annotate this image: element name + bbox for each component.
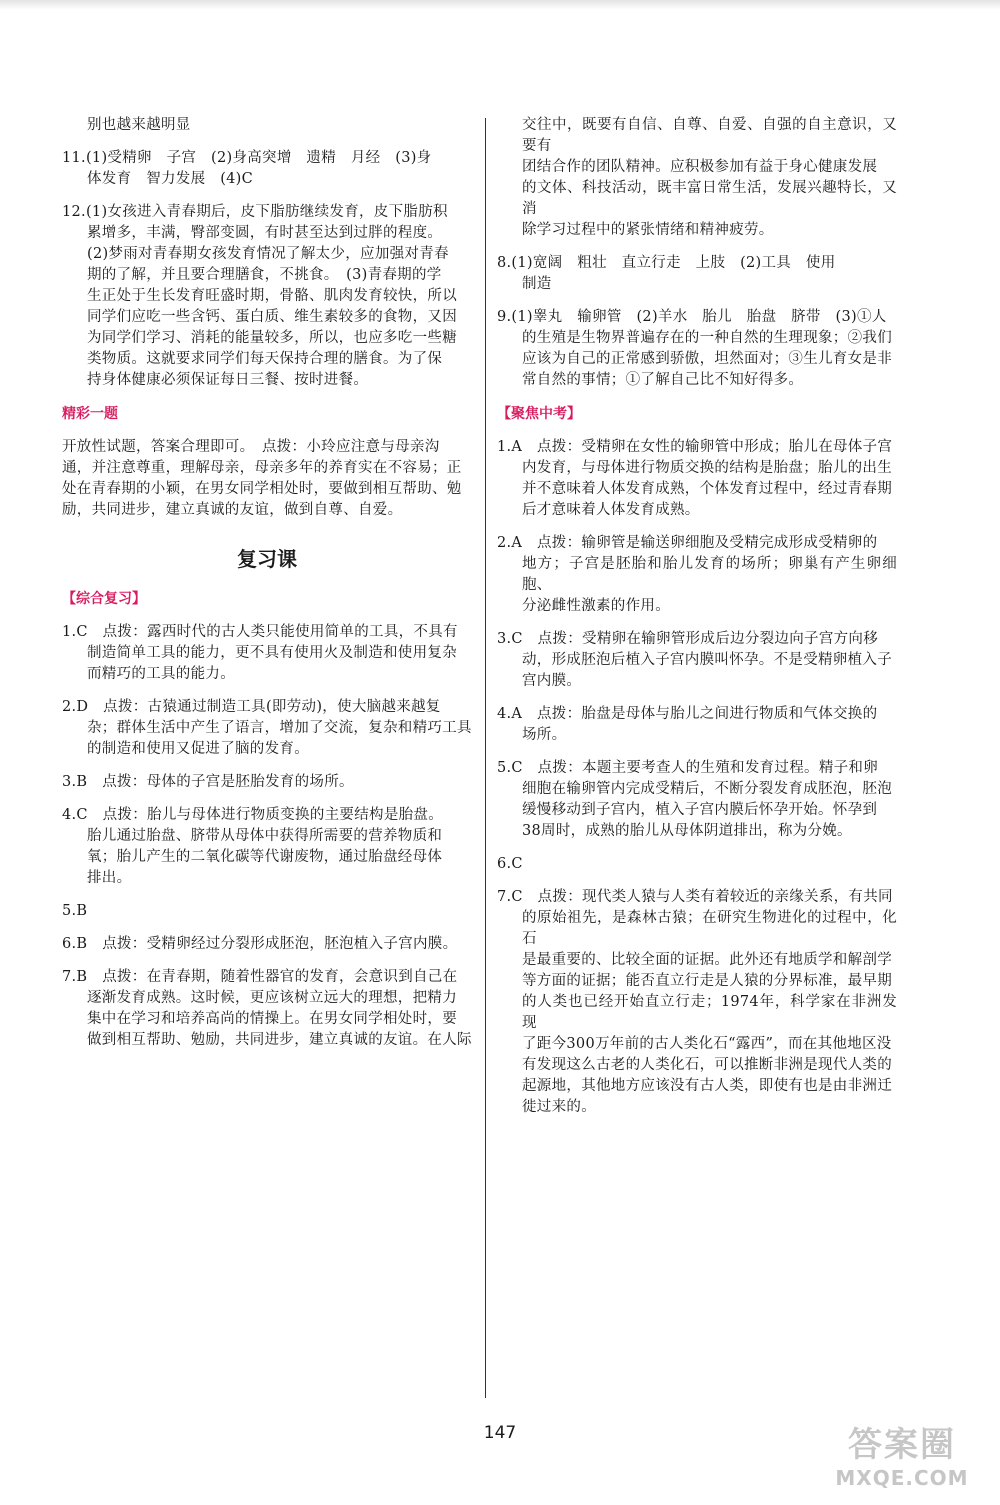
page-number: 147 [483, 1423, 517, 1443]
answer-line: 有发现这么古老的人类化石，可以推断非洲是现代人类的 [522, 1057, 892, 1073]
right-column [497, 115, 897, 1130]
jingcai-line: 处在青春期的小颖，在男女同学相处时，要做到相互帮助、勉 [62, 481, 462, 497]
jingcai-line: 开放性试题，答案合理即可。 点拨：小玲应注意与母亲沟 [62, 439, 440, 455]
answer-r2 [62, 697, 472, 760]
answer-f3 [497, 629, 897, 692]
answer-line: 体发育 智力发展 (4)C [87, 171, 254, 187]
answer-f1 [497, 437, 897, 521]
answer-r4 [62, 805, 472, 889]
answer-line: 而精巧的工具的能力。 [87, 666, 235, 682]
answer-line: 5.B [62, 903, 88, 919]
answer-line: 地方；子宫是胚胎和胎儿发育的场所；卵巢有产生卵细胞、 [522, 556, 897, 593]
section-heading-jingcai: 精彩一题 [62, 406, 118, 422]
answer-line: 细胞在输卵管内完成受精后，不断分裂发育成胚泡，胚泡 [522, 781, 892, 797]
answer-line: 8.(1)宽阔 粗壮 直立行走 上肢 (2)工具 使用 [497, 255, 836, 271]
section-heading-review: 【综合复习】 [62, 591, 146, 607]
right-items [497, 115, 897, 391]
answer-q8 [497, 253, 897, 295]
answer-line: 7.C 点拨：现代类人猿与人类有着较近的亲缘关系，有共同 [497, 889, 893, 905]
answer-line: 累增多，丰满，臀部变圆，有时甚至达到过胖的程度。 [87, 225, 443, 241]
answer-line: 交往中，既要有自信、自尊、自爱、自强的自主意识，又要有 [522, 117, 897, 154]
answer-line: 11.(1)受精卵 子宫 (2)身高突增 遗精 月经 (3)身 [62, 150, 432, 166]
answer-line: 3.B 点拨：母体的子宫是胚胎发育的场所。 [62, 774, 354, 790]
column-divider [485, 118, 486, 1398]
answer-line: 同学们应吃一些含钙、蛋白质、维生素较多的食物，又因 [87, 309, 457, 325]
answer-line: 制造简单工具的能力，更不具有使用火及制造和使用复杂 [87, 645, 457, 661]
answer-r3 [62, 772, 472, 793]
watermark-logo: 答案圈 MXQE.COM [835, 1425, 969, 1490]
answer-line: 类物质。这就要求同学们每天保持合理的膳食。为了保 [87, 351, 443, 367]
answer-f4 [497, 704, 897, 746]
answer-line: 缓慢移动到子宫内，植入子宫内膜后怀孕开始。怀孕到 [522, 802, 878, 818]
answer-r5 [62, 901, 472, 922]
answer-prev [62, 115, 472, 136]
answer-line: 38周时，成熟的胎儿从母体阴道排出，称为分娩。 [522, 823, 852, 839]
answer-line: 1.A 点拨：受精卵在女性的输卵管中形成；胎儿在母体子宫 [497, 439, 893, 455]
answer-line: 分泌雌性激素的作用。 [522, 598, 670, 614]
answer-line: 常自然的事情；①了解自己比不知好得多。 [522, 372, 804, 388]
answer-line: 5.C 点拨：本题主要考查人的生殖和发育过程。精子和卵 [497, 760, 879, 776]
answer-f5 [497, 758, 897, 842]
answer-line: 6.B 点拨：受精卵经过分裂形成胚泡，胚泡植入子宫内膜。 [62, 936, 458, 952]
answer-line: 的生殖是生物界普遍存在的一种自然的生理现象；②我们 [522, 330, 892, 346]
answer-line: 后才意味着人体发育成熟。 [522, 502, 700, 518]
answer-line: 持身体健康必须保证每日三餐、按时进餐。 [87, 372, 369, 388]
answer-cont [497, 115, 897, 241]
answer-line: 逐渐发育成熟。这时候，更应该树立远大的理想，把精力 [87, 990, 457, 1006]
answer-f6 [497, 854, 897, 875]
answer-line: 的原始祖先，是森林古猿；在研究生物进化的过程中，化石 [522, 910, 897, 947]
answer-line: 排出。 [87, 870, 132, 886]
answer-line: 12.(1)女孩进入青春期后，皮下脂肪继续发育，皮下脂肪积 [62, 204, 448, 220]
answer-line: 4.C 点拨：胎儿与母体进行物质变换的主要结构是胎盘。 [62, 807, 444, 823]
answer-r1 [62, 622, 472, 685]
answer-f2 [497, 533, 897, 617]
review-answers [62, 622, 472, 1051]
focus-answers [497, 437, 897, 1118]
answer-r7 [62, 967, 472, 1051]
jingcai-line: 通，并注意尊重，理解母亲，母亲多年的养育实在不容易；正 [62, 460, 462, 476]
answer-line: (2)梦雨对青春期女孩发育情况了解太少，应加强对青春 [87, 246, 449, 262]
answer-line: 内发育，与母体进行物质交换的结构是胎盘；胎儿的出生 [522, 460, 892, 476]
answer-line: 动，形成胚泡后植入子宫内膜叫怀孕。不是受精卵植入子 [522, 652, 892, 668]
answer-line: 场所。 [522, 727, 567, 743]
answer-line: 的文体、科技活动，既丰富日常生活，发展兴趣特长，又消 [522, 180, 897, 217]
answer-line: 集中在学习和培养高尚的情操上。在男女同学相处时，要 [87, 1011, 457, 1027]
answer-line: 胎儿通过胎盘、脐带从母体中获得所需要的营养物质和 [87, 828, 443, 844]
answer-q9 [497, 307, 897, 391]
answer-line: 制造 [522, 276, 552, 292]
answer-line: 期的了解，并且要合理膳食，不挑食。 (3)青春期的学 [87, 267, 442, 283]
answer-line: 7.B 点拨：在青春期，随着性器官的发育，会意识到自己在 [62, 969, 458, 985]
answer-line: 别也越来越明显 [87, 117, 191, 133]
answer-f7 [497, 887, 897, 1118]
section-heading-focus: 【聚焦中考】 [497, 406, 581, 422]
answer-line: 的制造和使用又促进了脑的发育。 [87, 741, 309, 757]
answer-line: 等方面的证据；能否直立行走是人猿的分界标准，最早期 [522, 973, 892, 989]
answer-line: 应该为自己的正常感到骄傲，坦然面对；③生儿育女是非 [522, 351, 892, 367]
answer-line: 氧；胎儿产生的二氧化碳等代谢废物，通过胎盘经母体 [87, 849, 443, 865]
answer-line: 9.(1)睾丸 输卵管 (2)羊水 胎儿 胎盘 脐带 (3)①人 [497, 309, 887, 325]
answer-line: 并不意味着人体发育成熟，个体发育过程中，经过青春期 [522, 481, 892, 497]
answer-line: 6.C [497, 856, 523, 872]
answer-q12 [62, 202, 472, 391]
answer-line: 2.A 点拨：输卵管是输送卵细胞及受精完成形成受精卵的 [497, 535, 878, 551]
answer-line: 起源地，其他地方应该没有古人类，即使有也是由非洲迁 [522, 1078, 892, 1094]
answer-line: 3.C 点拨：受精卵在输卵管形成后边分裂边向子宫方向移 [497, 631, 879, 647]
answer-line: 做到相互帮助、勉励，共同进步，建立真诚的友谊。在人际 [87, 1032, 472, 1048]
answer-line: 徙过来的。 [522, 1099, 596, 1115]
answer-line: 宫内膜。 [522, 673, 582, 689]
answer-r6 [62, 934, 472, 955]
left-column [62, 115, 472, 1063]
left-items [62, 115, 472, 391]
answer-line: 2.D 点拨：古猿通过制造工具(即劳动)，使大脑越来越复 [62, 699, 441, 715]
answer-line: 4.A 点拨：胎盘是母体与胎儿之间进行物质和气体交换的 [497, 706, 878, 722]
answer-line: 了距今300万年前的古人类化石“露西”，而在其他地区没 [522, 1036, 892, 1052]
answer-line: 的人类也已经开始直立行走；1974年，科学家在非洲发现 [522, 994, 897, 1031]
answer-line: 团结合作的团队精神。应积极参加有益于身心健康发展 [522, 159, 878, 175]
jingcai-answer [62, 437, 472, 521]
scan-top-edge [0, 0, 1000, 10]
answer-line: 生正处于生长发育旺盛时期，骨骼、肌肉发育较快，所以 [87, 288, 457, 304]
answer-line: 为同学们学习、消耗的能量较多，所以，也应多吃一些糖 [87, 330, 457, 346]
answer-q11 [62, 148, 472, 190]
answer-line: 是最重要的、比较全面的证据。此外还有地质学和解剖学 [522, 952, 892, 968]
answer-line: 除学习过程中的紧张情绪和精神疲劳。 [522, 222, 774, 238]
answer-line: 1.C 点拨：露西时代的古人类只能使用简单的工具，不具有 [62, 624, 458, 640]
answer-line: 杂；群体生活中产生了语言，增加了交流，复杂和精巧工具 [87, 720, 472, 736]
jingcai-line: 励，共同进步，建立真诚的友谊，做到自尊、自爱。 [62, 502, 403, 518]
page-title: 复习课 [237, 547, 297, 571]
